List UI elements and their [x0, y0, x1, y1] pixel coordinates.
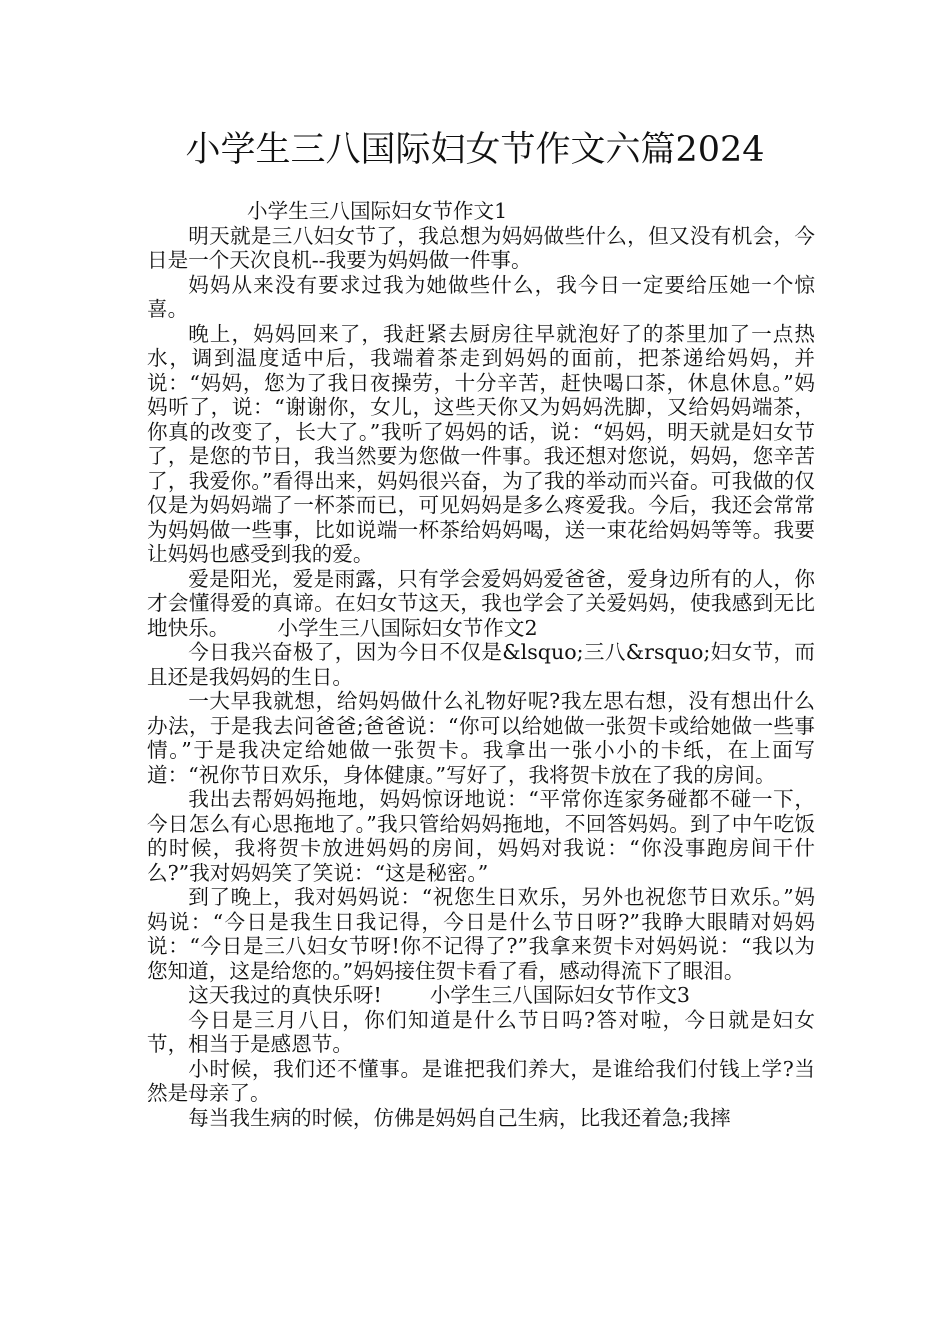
document-title: 小学生三八国际妇女节作文六篇2024: [185, 130, 765, 170]
paragraph: 每当我生病的时候，仿佛是妈妈自己生病，比我还着急;我摔: [188, 1105, 731, 1130]
paragraph: 一大早我就想，给妈妈做什么礼物好呢?我左思右想，没有想出什么办法，于是我去问爸爸;爸爸说：“你可以给她做一张贺卡或给她做一些事情。”于是我决定给她做一张贺卡。我拿出一张小小的卡纸，在上面写道：“祝你节日欢乐，身体健康。”写好了，我将贺卡放在了我的房间。: [147, 689, 815, 787]
paragraph: 到了晚上，我对妈妈说：“祝您生日欢乐，另外也祝您节日欢乐。”妈妈说：“今日是我生日我记得，今日是什么节日呀?”我睁大眼睛对妈妈说：“今日是三八妇女节呀!你不记得了?”我拿来贺卡对妈妈说：“我以为您知道，这是给您的。”妈妈接住贺卡看了看，感动得流下了眼泪。: [147, 885, 815, 983]
paragraph: [147, 983, 815, 1008]
paragraph: 妈妈从来没有要求过我为她做些什么，我今日一定要给压她一个惊喜。: [147, 272, 815, 321]
section-heading: 小学生三八国际妇女节作文3: [429, 983, 691, 1007]
paragraph: 今日我兴奋极了，因为今日不仅是&lsquo;三八&rsquo;妇女节，而且还是我妈妈的生日。: [147, 640, 815, 689]
paragraph: 明天就是三八妇女节了，我总想为妈妈做些什么，但又没有机会，今日是一个天次良机--我要为妈妈做一件事。: [147, 223, 815, 272]
paragraph: 今日是三月八日，你们知道是什么节日吗?答对啦，今日就是妇女节，相当于是感恩节。: [147, 1007, 815, 1056]
paragraph-text: 爱是阳光，爱是雨露，只有学会爱妈妈爱爸爸，爱身边所有的人，你才会懂得爱的真谛。在妇女节这天，我也学会了关爱妈妈，使我感到无比地快乐。: [147, 566, 815, 640]
paragraph: 我出去帮妈妈拖地，妈妈惊讶地说：“平常你连家务碰都不碰一下，今日怎么有心思拖地了。”我只管给妈妈拖地，不回答妈妈。到了中午吃饭的时候，我将贺卡放进妈妈的房间，妈妈对我说：“你没事跑房间干什么?”我对妈妈笑了笑说：“这是秘密。”: [147, 787, 815, 885]
paragraph-text: 这天我过的真快乐呀!: [188, 983, 382, 1007]
document-body: [147, 199, 815, 1130]
section-heading: 小学生三八国际妇女节作文2: [277, 615, 538, 640]
paragraph: 小时候，我们还不懂事。是谁把我们养大，是谁给我们付钱上学?当然是母亲了。: [147, 1056, 815, 1105]
section-heading: 小学生三八国际妇女节作文1: [247, 199, 508, 223]
paragraph: 晚上，妈妈回来了，我赶紧去厨房往早就泡好了的茶里加了一点热水，调到温度适中后，我端着茶走到妈妈的面前，把茶递给妈妈，并说：“妈妈，您为了我日夜操劳，十分辛苦，赶快喝口茶，休息休息。”妈妈听了，说：“谢谢你，女儿，这些天你又为妈妈洗脚，又给妈妈端茶，你真的改变了，长大了。”我听了妈妈的话，说：“妈妈，明天就是妇女节了，是您的节日，我当然要为您做一件事。我还想对您说，妈妈，您辛苦了，我爱你。”看得出来，妈妈很兴奋，为了我的举动而兴奋。可我做的仅仅是为妈妈端了一杯茶而已，可见妈妈是多么疼爱我。今后，我还会常常为妈妈做一些事，比如说端一杯茶给妈妈喝，送一束花给妈妈等等。我要让妈妈也感受到我的爱。: [147, 321, 815, 566]
paragraph: [147, 567, 815, 641]
